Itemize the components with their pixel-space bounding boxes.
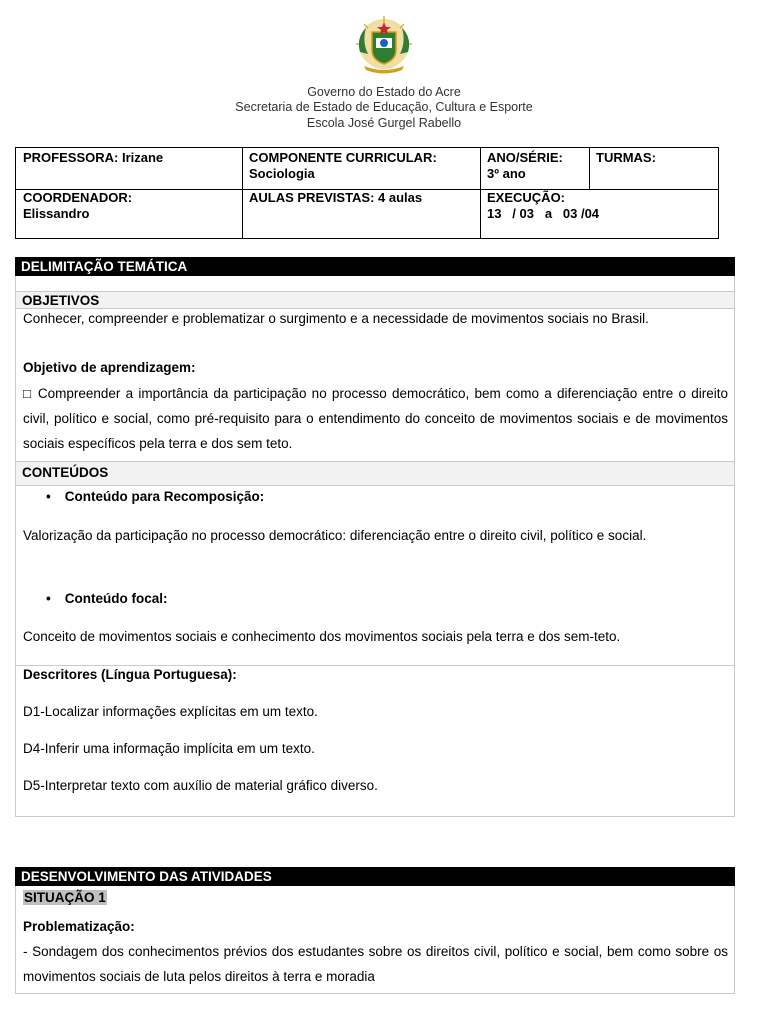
professor-label: PROFESSORA: Irizane <box>23 150 164 165</box>
problematization-text: - Sondagem dos conhecimentos prévios dos estudantes sobre os direitos civil, político e social, bem como sobre os movimentos sociais de luta pelos direitos à terra e moradia <box>23 944 728 984</box>
focal-content-label: • Conteúdo focal: <box>46 591 167 606</box>
thematic-delimitation-box <box>15 276 735 817</box>
objectives-header: OBJETIVOS <box>16 291 734 309</box>
classes-label: TURMAS: <box>596 150 656 165</box>
learning-objective-label: Objetivo de aprendizagem: <box>23 360 196 375</box>
government-name: Governo do Estado do Acre <box>307 85 461 99</box>
contents-header: CONTEÚDOS <box>16 461 734 486</box>
thematic-delimitation-header: DELIMITAÇÃO TEMÁTICA <box>15 257 735 276</box>
professor-cell <box>16 148 242 168</box>
grade-value: 3º ano <box>487 166 526 181</box>
planned-classes-cell <box>242 188 480 208</box>
grade-cell <box>480 148 589 184</box>
curricular-component-value: Sociologia <box>249 166 315 181</box>
grade-label: ANO/SÉRIE: <box>487 150 563 165</box>
learning-objective-text: □ Compreender a importância da participação no processo democrático, bem como a diferenciação entre o direito civil, político e social, como pré-requisito para o entendimento do conceito de movimentos sociais e de movimentos sociais específicos pela terra e dos sem teto. <box>23 386 728 451</box>
execution-value: 13 / 03 a 03 /04 <box>487 206 600 221</box>
curricular-component-label: COMPONENTE CURRICULAR: <box>249 150 437 165</box>
activities-development-box <box>15 886 735 994</box>
coordinator-cell <box>16 188 242 224</box>
coordinator-label: COORDENADOR: <box>23 190 133 205</box>
objectives-text: Conhecer, compreender e problematizar o surgimento e a necessidade de movimentos sociais no Brasil. <box>23 311 649 326</box>
secretariat-name: Secretaria de Estado de Educação, Cultura e Esporte <box>235 100 533 114</box>
descriptor-item: D4-Inferir uma informação implícita em um texto. <box>23 741 315 756</box>
bullet-box-icon: □ <box>23 386 33 401</box>
descriptor-item: D1-Localizar informações explícitas em um texto. <box>23 704 318 719</box>
classes-cell <box>589 148 718 168</box>
curricular-component-cell <box>242 148 480 184</box>
problematization-label: Problematização: <box>23 919 135 934</box>
descriptors-label: Descritores (Língua Portuguesa): <box>23 667 237 682</box>
descriptor-item: D5-Interpretar texto com auxílio de material gráfico diverso. <box>23 778 378 793</box>
focal-content-text: Conceito de movimentos sociais e conhecimento dos movimentos sociais pela terra e dos sem-teto. <box>23 629 621 644</box>
execution-cell <box>480 188 718 224</box>
situation-label: SITUAÇÃO 1 <box>24 890 106 905</box>
execution-label: EXECUÇÃO: <box>487 190 566 205</box>
recomposition-content-text: Valorização da participação no processo democrático: diferenciação entre o direito civil, político e social. <box>23 528 647 543</box>
coordinator-value: Elissandro <box>23 206 90 221</box>
planned-classes-label: AULAS PREVISTAS: 4 aulas <box>249 190 423 205</box>
recomposition-content-label: • Conteúdo para Recomposição: <box>46 489 264 504</box>
school-name: Escola José Gurgel Rabello <box>306 116 462 130</box>
activities-development-header: DESENVOLVIMENTO DAS ATIVIDADES <box>15 867 735 886</box>
situation-title <box>23 888 728 908</box>
info-table <box>15 147 719 239</box>
state-coat-of-arms <box>352 14 416 76</box>
